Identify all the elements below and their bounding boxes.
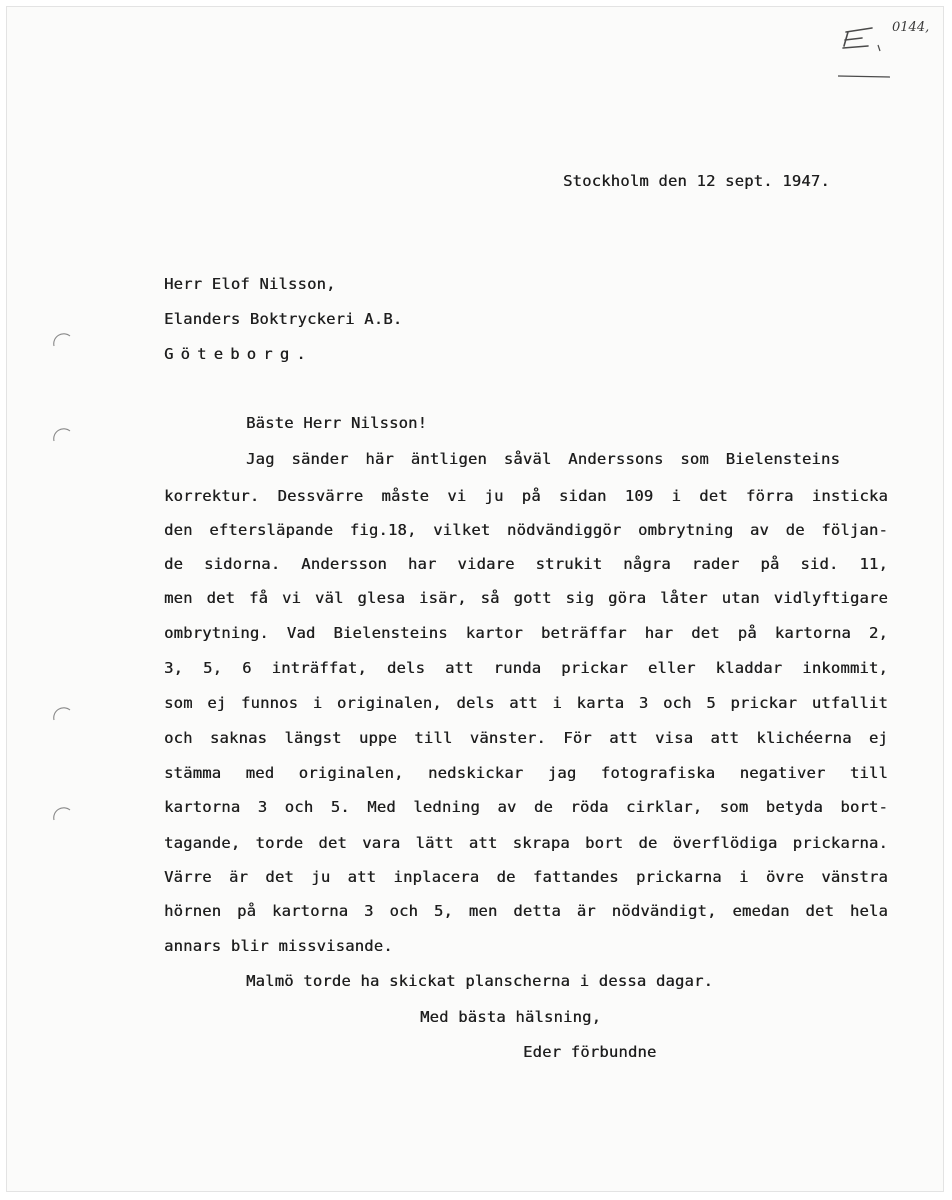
body-line: och saknas längst uppe till vänster. För att visa att klichéerna ej [164, 729, 888, 747]
body-line: Värre är det ju att inplacera de fattandes prickarna i övre vänstra [164, 868, 888, 886]
body-line: de sidorna. Andersson har vidare strukit några rader på sid. 11, [164, 555, 888, 573]
body-line: hörnen på kartorna 3 och 5, men detta är nödvändigt, emedan det hela [164, 902, 888, 920]
signature-line: Eder förbundne [523, 1043, 657, 1061]
punch-hole-icon [50, 704, 76, 730]
archive-reference-number: 0144, [892, 20, 930, 35]
body-line: men det få vi väl glesa isär, så gott sig göra låter utan vidlyftigare [164, 589, 888, 607]
archive-mark [838, 18, 930, 88]
recipient-city: Göteborg. [164, 345, 313, 363]
punch-hole-icon [50, 425, 76, 451]
salutation: Bäste Herr Nilsson! [246, 414, 428, 432]
punch-hole-icon [50, 804, 76, 830]
body-line: som ej funnos i originalen, dels att i karta 3 och 5 prickar utfallit [164, 694, 888, 712]
postscript: Malmö torde ha skickat planscherna i dessa dagar. [246, 972, 714, 990]
body-line: 3, 5, 6 inträffat, dels att runda prickar eller kladdar inkommit, [164, 659, 888, 677]
body-line: annars blir missvisande. [164, 937, 393, 955]
body-line: den eftersläpande fig.18, vilket nödvändiggör ombrytning av de följan- [164, 521, 888, 539]
recipient-name: Herr Elof Nilsson, [164, 275, 336, 293]
punch-hole-icon [50, 330, 76, 356]
body-line: ombrytning. Vad Bielensteins kartor beträffar har det på kartorna 2, [164, 624, 888, 642]
body-line: tagande, torde det vara lätt att skrapa bort de överflödiga prickarna. [164, 834, 888, 852]
body-line: kartorna 3 och 5. Med ledning av de röda cirklar, som betyda bort- [164, 798, 888, 816]
body-line: Jag sänder här äntligen såväl Anderssons som Bielensteins [246, 450, 840, 468]
body-line: korrektur. Dessvärre måste vi ju på sidan 109 i det förra insticka [164, 487, 888, 505]
recipient-company: Elanders Boktryckeri A.B. [164, 310, 403, 328]
place-and-date: Stockholm den 12 sept. 1947. [563, 172, 830, 190]
body-line: stämma med originalen, nedskickar jag fotografiska negativer till [164, 764, 888, 782]
closing: Med bästa hälsning, [420, 1008, 602, 1026]
